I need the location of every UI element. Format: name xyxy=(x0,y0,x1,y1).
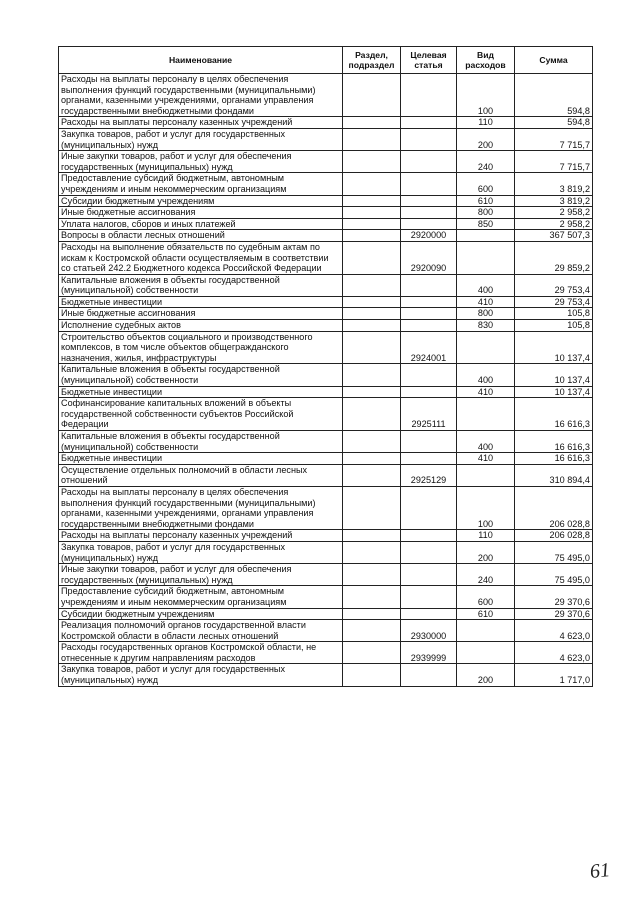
table-row xyxy=(59,128,593,150)
cell-vid: 100 xyxy=(457,74,515,117)
table-row xyxy=(59,195,593,207)
cell-sum: 594,8 xyxy=(515,74,593,117)
cell-name: Бюджетные инвестиции xyxy=(59,453,343,465)
cell-razdel xyxy=(343,274,401,296)
cell-razdel xyxy=(343,331,401,364)
cell-cel xyxy=(401,151,457,173)
cell-sum: 206 028,8 xyxy=(515,486,593,529)
cell-razdel xyxy=(343,230,401,242)
cell-vid xyxy=(457,398,515,431)
header-summa: Сумма xyxy=(515,47,593,74)
cell-cel: 2925111 xyxy=(401,398,457,431)
cell-vid: 600 xyxy=(457,586,515,608)
cell-cel xyxy=(401,274,457,296)
cell-vid xyxy=(457,464,515,486)
cell-sum: 2 958,2 xyxy=(515,207,593,219)
table-row xyxy=(59,464,593,486)
table-row xyxy=(59,642,593,664)
cell-cel xyxy=(401,296,457,308)
cell-cel xyxy=(401,530,457,542)
cell-vid: 100 xyxy=(457,486,515,529)
cell-name: Субсидии бюджетным учреждениям xyxy=(59,195,343,207)
cell-cel: 2925129 xyxy=(401,464,457,486)
cell-vid: 200 xyxy=(457,664,515,686)
cell-razdel xyxy=(343,642,401,664)
cell-name: Реализация полномочий органов государственной власти Костромской области в области лесных отношений xyxy=(59,620,343,642)
cell-razdel xyxy=(343,431,401,453)
cell-name: Уплата налогов, сборов и иных платежей xyxy=(59,218,343,230)
cell-vid: 850 xyxy=(457,218,515,230)
cell-vid xyxy=(457,331,515,364)
table-row xyxy=(59,620,593,642)
table-row xyxy=(59,386,593,398)
cell-razdel xyxy=(343,308,401,320)
cell-sum: 7 715,7 xyxy=(515,128,593,150)
cell-name: Капитальные вложения в объекты государственной (муниципальной) собственности xyxy=(59,364,343,386)
cell-cel: 2939999 xyxy=(401,642,457,664)
cell-sum: 3 819,2 xyxy=(515,173,593,195)
table-row xyxy=(59,151,593,173)
cell-vid: 200 xyxy=(457,128,515,150)
cell-cel xyxy=(401,320,457,332)
cell-cel xyxy=(401,173,457,195)
cell-cel xyxy=(401,195,457,207)
cell-sum: 3 819,2 xyxy=(515,195,593,207)
cell-sum: 16 616,3 xyxy=(515,431,593,453)
cell-sum: 10 137,4 xyxy=(515,364,593,386)
cell-sum: 29 370,6 xyxy=(515,586,593,608)
cell-name: Вопросы в области лесных отношений xyxy=(59,230,343,242)
cell-cel: 2930000 xyxy=(401,620,457,642)
cell-cel xyxy=(401,486,457,529)
cell-cel xyxy=(401,364,457,386)
cell-cel: 2924001 xyxy=(401,331,457,364)
cell-vid: 240 xyxy=(457,151,515,173)
cell-razdel xyxy=(343,530,401,542)
cell-razdel xyxy=(343,151,401,173)
cell-sum: 29 859,2 xyxy=(515,241,593,274)
cell-name: Субсидии бюджетным учреждениям xyxy=(59,608,343,620)
cell-razdel xyxy=(343,586,401,608)
cell-name: Капитальные вложения в объекты государственной (муниципальной) собственности xyxy=(59,274,343,296)
cell-name: Расходы на выплаты персоналу казенных учреждений xyxy=(59,530,343,542)
cell-razdel xyxy=(343,207,401,219)
cell-razdel xyxy=(343,620,401,642)
table-row xyxy=(59,218,593,230)
budget-table xyxy=(58,46,593,687)
cell-sum: 75 495,0 xyxy=(515,564,593,586)
table-row xyxy=(59,274,593,296)
table-row xyxy=(59,431,593,453)
cell-name: Исполнение судебных актов xyxy=(59,320,343,332)
cell-name: Бюджетные инвестиции xyxy=(59,296,343,308)
table-row xyxy=(59,308,593,320)
cell-vid: 800 xyxy=(457,308,515,320)
cell-cel xyxy=(401,664,457,686)
cell-vid: 110 xyxy=(457,530,515,542)
cell-razdel xyxy=(343,296,401,308)
cell-razdel xyxy=(343,117,401,129)
cell-name: Закупка товаров, работ и услуг для государственных (муниципальных) нужд xyxy=(59,128,343,150)
table-row xyxy=(59,331,593,364)
cell-razdel xyxy=(343,173,401,195)
header-celevaya: Целевая статья xyxy=(401,47,457,74)
cell-name: Закупка товаров, работ и услуг для государственных (муниципальных) нужд xyxy=(59,664,343,686)
cell-vid: 410 xyxy=(457,296,515,308)
cell-cel xyxy=(401,586,457,608)
cell-razdel xyxy=(343,241,401,274)
cell-razdel xyxy=(343,195,401,207)
table-row xyxy=(59,241,593,274)
cell-sum: 29 753,4 xyxy=(515,296,593,308)
table-row xyxy=(59,608,593,620)
cell-razdel xyxy=(343,608,401,620)
cell-cel xyxy=(401,386,457,398)
table-body xyxy=(59,74,593,687)
cell-razdel xyxy=(343,664,401,686)
table-header-row xyxy=(59,47,593,74)
cell-name: Софинансирование капитальных вложений в объекты государственной собственности субъектов Российской Федерации xyxy=(59,398,343,431)
cell-razdel xyxy=(343,398,401,431)
header-razdel: Раздел, подраздел xyxy=(343,47,401,74)
cell-razdel xyxy=(343,564,401,586)
cell-cel xyxy=(401,128,457,150)
cell-razdel xyxy=(343,128,401,150)
cell-name: Расходы на выполнение обязательств по судебным актам по искам к Костромской области осуществляемым в соответствии со статьей 242.2 Бюджетного кодекса Российской Федерации xyxy=(59,241,343,274)
cell-vid: 600 xyxy=(457,173,515,195)
cell-name: Закупка товаров, работ и услуг для государственных (муниципальных) нужд xyxy=(59,541,343,563)
cell-name: Расходы на выплаты персоналу в целях обеспечения выполнения функций государственными (муниципальными) органами, казенными учреждениями, органами управления государственными внебюджетными фондами xyxy=(59,74,343,117)
cell-cel: 2920000 xyxy=(401,230,457,242)
cell-vid: 200 xyxy=(457,541,515,563)
cell-vid: 110 xyxy=(457,117,515,129)
table-row xyxy=(59,398,593,431)
cell-razdel xyxy=(343,541,401,563)
cell-name: Иные бюджетные ассигнования xyxy=(59,308,343,320)
table-row xyxy=(59,296,593,308)
cell-sum: 4 623,0 xyxy=(515,642,593,664)
cell-name: Капитальные вложения в объекты государственной (муниципальной) собственности xyxy=(59,431,343,453)
table-row xyxy=(59,364,593,386)
header-name: Наименование xyxy=(59,47,343,74)
table-row xyxy=(59,207,593,219)
cell-name: Строительство объектов социального и производственного комплексов, в том числе объектов общегражданского назначения, жилья, инфраструктуры xyxy=(59,331,343,364)
cell-sum: 16 616,3 xyxy=(515,453,593,465)
table-row xyxy=(59,486,593,529)
cell-cel xyxy=(401,541,457,563)
table-row xyxy=(59,320,593,332)
table-row xyxy=(59,117,593,129)
cell-name: Иные бюджетные ассигнования xyxy=(59,207,343,219)
table-row xyxy=(59,541,593,563)
cell-vid: 830 xyxy=(457,320,515,332)
cell-name: Расходы государственных органов Костромской области, не отнесенные к другим направлениям расходов xyxy=(59,642,343,664)
cell-razdel xyxy=(343,386,401,398)
cell-razdel xyxy=(343,453,401,465)
cell-cel xyxy=(401,308,457,320)
cell-vid: 400 xyxy=(457,364,515,386)
cell-vid: 610 xyxy=(457,608,515,620)
table-row xyxy=(59,453,593,465)
cell-name: Предоставление субсидий бюджетным, автономным учреждениям и иным некоммерческим организациям xyxy=(59,173,343,195)
cell-razdel xyxy=(343,218,401,230)
cell-name: Иные закупки товаров, работ и услуг для обеспечения государственных (муниципальных) нужд xyxy=(59,564,343,586)
cell-cel xyxy=(401,117,457,129)
cell-cel xyxy=(401,453,457,465)
cell-cel xyxy=(401,74,457,117)
cell-vid: 800 xyxy=(457,207,515,219)
header-vid: Вид расходов xyxy=(457,47,515,74)
cell-razdel xyxy=(343,464,401,486)
cell-sum: 75 495,0 xyxy=(515,541,593,563)
cell-vid xyxy=(457,230,515,242)
cell-vid: 400 xyxy=(457,431,515,453)
cell-sum: 1 717,0 xyxy=(515,664,593,686)
cell-vid: 240 xyxy=(457,564,515,586)
cell-sum: 29 370,6 xyxy=(515,608,593,620)
cell-vid xyxy=(457,241,515,274)
cell-cel: 2920090 xyxy=(401,241,457,274)
table-row xyxy=(59,74,593,117)
table-row xyxy=(59,664,593,686)
cell-vid: 410 xyxy=(457,386,515,398)
cell-name: Расходы на выплаты персоналу казенных учреждений xyxy=(59,117,343,129)
cell-sum: 594,8 xyxy=(515,117,593,129)
table-row xyxy=(59,564,593,586)
cell-sum: 310 894,4 xyxy=(515,464,593,486)
cell-razdel xyxy=(343,74,401,117)
cell-cel xyxy=(401,564,457,586)
cell-vid: 610 xyxy=(457,195,515,207)
cell-sum: 10 137,4 xyxy=(515,386,593,398)
cell-sum: 2 958,2 xyxy=(515,218,593,230)
table-row xyxy=(59,173,593,195)
cell-name: Расходы на выплаты персоналу в целях обеспечения выполнения функций государственными (муниципальными) органами, казенными учреждениями, органами управления государственными внебюджетными фондами xyxy=(59,486,343,529)
cell-razdel xyxy=(343,320,401,332)
cell-sum: 367 507,3 xyxy=(515,230,593,242)
cell-sum: 16 616,3 xyxy=(515,398,593,431)
cell-razdel xyxy=(343,364,401,386)
cell-vid: 400 xyxy=(457,274,515,296)
cell-cel xyxy=(401,608,457,620)
cell-sum: 105,8 xyxy=(515,308,593,320)
cell-cel xyxy=(401,218,457,230)
table-row xyxy=(59,230,593,242)
page-number: 61 xyxy=(588,859,612,883)
table-row xyxy=(59,530,593,542)
cell-vid: 410 xyxy=(457,453,515,465)
cell-cel xyxy=(401,431,457,453)
cell-sum: 206 028,8 xyxy=(515,530,593,542)
cell-vid xyxy=(457,620,515,642)
cell-sum: 105,8 xyxy=(515,320,593,332)
cell-razdel xyxy=(343,486,401,529)
cell-sum: 10 137,4 xyxy=(515,331,593,364)
cell-vid xyxy=(457,642,515,664)
table-row xyxy=(59,586,593,608)
cell-name: Предоставление субсидий бюджетным, автономным учреждениям и иным некоммерческим организациям xyxy=(59,586,343,608)
cell-name: Бюджетные инвестиции xyxy=(59,386,343,398)
budget-page xyxy=(58,46,592,687)
cell-name: Осуществление отдельных полномочий в области лесных отношений xyxy=(59,464,343,486)
cell-sum: 4 623,0 xyxy=(515,620,593,642)
cell-cel xyxy=(401,207,457,219)
cell-sum: 29 753,4 xyxy=(515,274,593,296)
cell-sum: 7 715,7 xyxy=(515,151,593,173)
cell-name: Иные закупки товаров, работ и услуг для обеспечения государственных (муниципальных) нужд xyxy=(59,151,343,173)
